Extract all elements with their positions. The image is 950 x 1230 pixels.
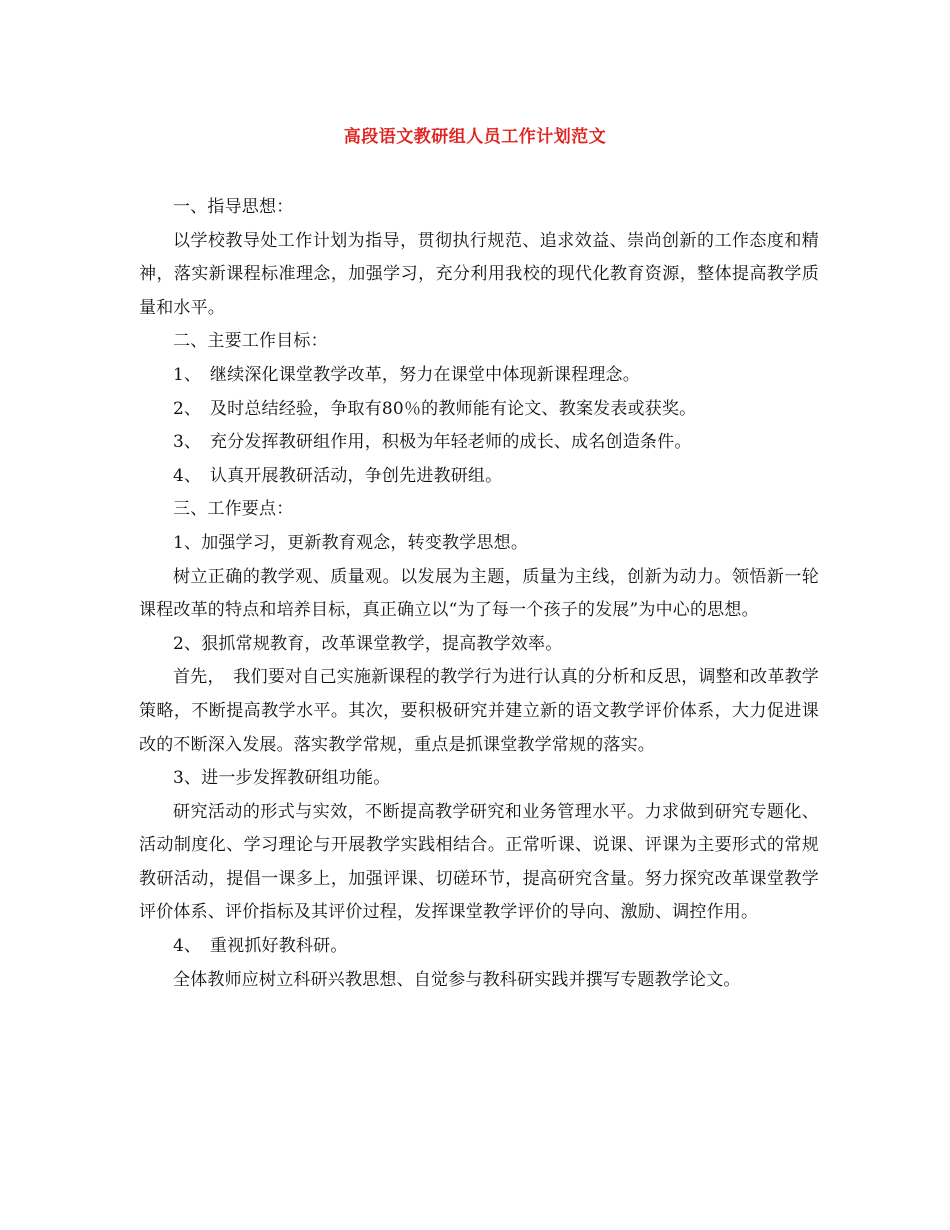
- work-point-paragraph-4: 全体教师应树立科研兴教思想、自觉参与教科研实践并撰写专题教学论文。: [173, 969, 741, 990]
- document-title: 高段语文教研组人员工作计划范文: [343, 127, 607, 147]
- paragraph-guiding-ideology: 以学校教导处工作计划为指导，贯彻执行规范、追求效益、崇尚创新的工作态度和精神，落实新课程标准理念，加强学习，充分利用我校的现代化教育资源，整体提高教学质量和水平。: [139, 230, 819, 318]
- goal-item-4: 4、 认真开展教研活动，争创先进教研组。: [173, 465, 503, 486]
- work-point-paragraph-1: 树立正确的教学观、质量观。以发展为主题，质量为主线，创新为动力。领悟新一轮课程改革的特点和培养目标，真正确立以“为了每一个孩子的发展”为中心的思想。: [139, 566, 819, 621]
- section-heading-work-points: 三、工作要点：: [173, 499, 294, 520]
- work-point-heading-3: 3、进一步发挥教研组功能。: [173, 768, 391, 789]
- work-point-paragraph-2: 首先， 我们要对自己实施新课程的教学行为进行认真的分析和反思，调整和改革教学策略，不断提高教学水平。其次，要积极研究并建立新的语文教学评价体系，大力促进课改的不断深入发展。落实教学常规，重点是抓课堂教学常规的落实。: [139, 667, 819, 755]
- section-heading-guiding-ideology: 一、指导思想：: [173, 197, 294, 217]
- work-point-paragraph-3: 研究活动的形式与实效，不断提高教学研究和业务管理水平。力求做到研究专题化、活动制度化、学习理论与开展教学实践相结合。正常听课、说课、评课为主要形式的常规教研活动，提倡一课多上，加强评课、切磋环节，提高研究含量。努力探究改革课堂教学评价体系、评价指标及其评价过程，发挥课堂教学评价的导向、激励、调控作用。: [139, 801, 819, 923]
- goal-item-2: 2、 及时总结经验，争取有80％的教师能有论文、教案发表或获奖。: [173, 398, 697, 419]
- goal-item-3: 3、 充分发挥教研组作用，积极为年轻老师的成长、成名创造条件。: [173, 432, 692, 453]
- work-point-heading-2: 2、狠抓常规教育，改革课堂教学，提高教学效率。: [173, 633, 563, 654]
- goal-item-1: 1、 继续深化课堂教学改革，努力在课堂中体现新课程理念。: [173, 364, 640, 385]
- work-point-heading-1: 1、加强学习，更新教育观念，转变教学思想。: [173, 532, 529, 553]
- work-point-heading-4: 4、 重视抓好教科研。: [173, 936, 348, 957]
- document-body: [139, 191, 819, 997]
- section-heading-main-goals: 二、主要工作目标：: [173, 331, 328, 352]
